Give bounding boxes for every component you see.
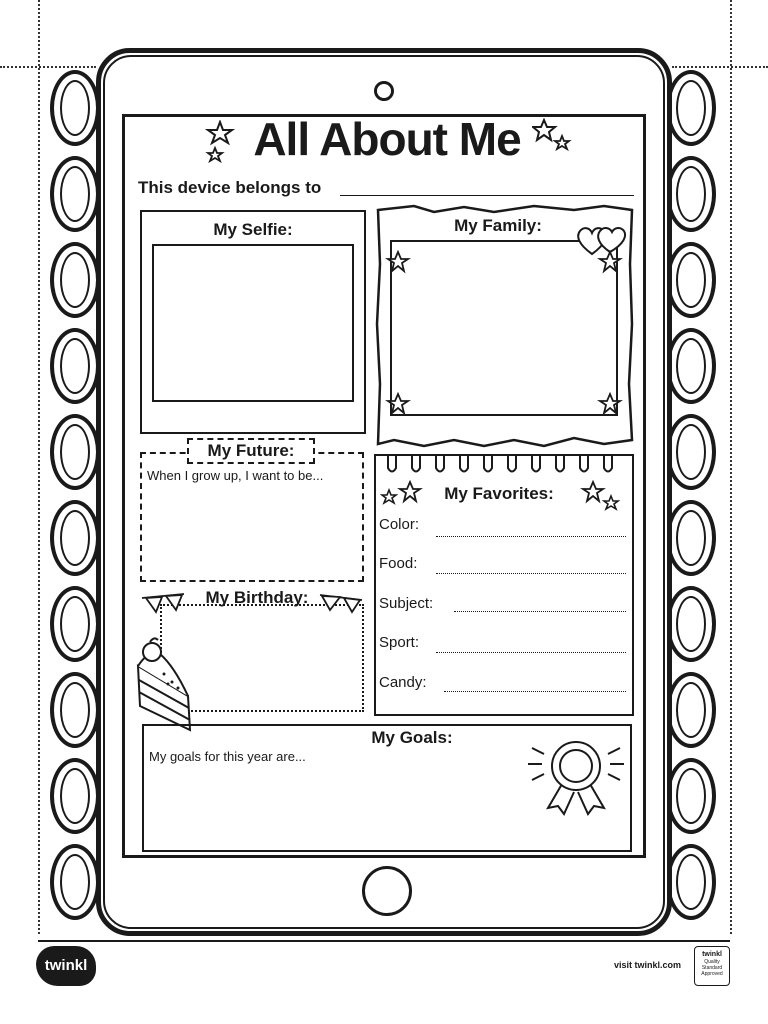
scallop-shape [666,70,716,146]
star-outline-icon [580,480,624,514]
scallop-shape [50,758,100,834]
spiral-binding-icon [380,448,632,478]
bunting-flag-icon [140,592,366,620]
scallop-shape [50,242,100,318]
scallop-shape [666,328,716,404]
selfie-frame[interactable] [152,244,354,402]
scallop-shape [666,414,716,490]
goals-label: My Goals: [371,728,453,747]
badge-brand: twinkl [702,951,722,958]
birthday-label: My Birthday: [205,588,309,607]
scallop-shape [50,156,100,232]
scallop-shape [666,500,716,576]
favorite-food-line[interactable] [436,573,626,574]
star-outline-icon [532,118,572,154]
badge-text: Quality Standard Approved [701,959,723,977]
visit-link[interactable]: visit twinkl.com [614,960,682,970]
selfie-label: My Selfie: [213,220,293,239]
scallop-shape [666,156,716,232]
favorite-subject-label: Subject: [379,595,434,612]
scallop-shape [50,672,100,748]
page-title: All About Me [253,113,521,165]
future-prompt: When I grow up, I want to be... [147,468,324,483]
scallop-shape [50,70,100,146]
future-label: My Future: [207,441,295,460]
family-label: My Family: [454,216,542,235]
favorite-sport-label: Sport: [379,634,420,651]
favorite-candy-line[interactable] [444,691,626,692]
footer-divider [38,940,730,942]
scallop-shape [50,844,100,920]
belongs-to-line[interactable] [340,195,634,196]
quality-badge [694,946,730,986]
star-outline-icon [384,250,626,422]
scallop-shape [50,586,100,662]
goals-prompt: My goals for this year are... [149,749,306,764]
star-outline-icon [380,480,430,510]
scallop-shape [50,414,100,490]
scallop-shape [666,844,716,920]
scallop-shape [666,758,716,834]
belongs-to-label: This device belongs to [138,178,322,197]
cut-line-left [38,0,40,934]
scallop-shape [666,242,716,318]
cut-line-top-left [0,66,96,68]
favorite-sport-line[interactable] [436,652,626,653]
favorite-food-label: Food: [379,555,418,572]
favorite-color-line[interactable] [436,536,626,537]
home-button-icon [362,866,412,916]
scallop-shape [50,500,100,576]
favorites-label: My Favorites: [444,484,554,503]
favorite-candy-label: Candy: [379,674,427,691]
scallop-shape [50,328,100,404]
twinkl-logo[interactable]: twinkl [36,946,96,986]
camera-icon [374,81,394,101]
cake-slice-icon [130,636,196,736]
award-rosette-icon [526,736,626,818]
favorite-color-label: Color: [379,516,420,533]
scallop-shape [666,586,716,662]
cut-line-right [730,0,732,934]
cut-line-top-right [672,66,768,68]
favorite-subject-line[interactable] [454,611,626,612]
star-outline-icon [205,120,237,164]
